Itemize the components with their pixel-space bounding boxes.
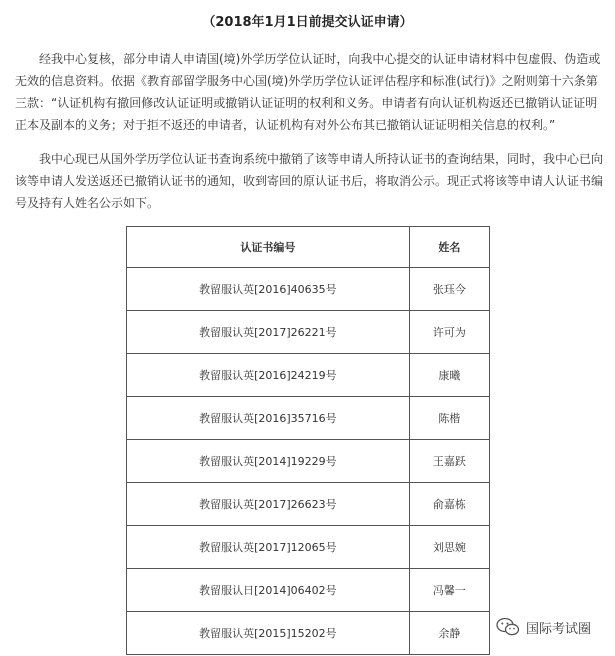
table-row bbox=[127, 440, 490, 483]
certificate-number-cell: 教留服认英[2017]12065号 bbox=[127, 526, 410, 569]
holder-name-cell: 冯馨一 bbox=[409, 569, 489, 612]
certificate-number-cell: 教留服认英[2016]24219号 bbox=[127, 354, 410, 397]
paragraph-review-basis: 经我中心复核，部分申请人申请国(境)外学历学位认证时，向我中心提交的认证申请材料中包虚假、伪造或无效的信息资料。依据《教育部留学服务中心国(境)外学历学位认证评估程序和标准(试行)》之附则第十六条第三款：“认证机构有撤回修改认证证明或撤销认证证明的权利和义务。申请者有向认证机构返还已撤销认证证明正本及副本的义务；对于拒不返还的申请者，认证机构有对外公布其已撤销认证证明相关信息的权利。” bbox=[15, 52, 601, 132]
watermark-text: 国际考试圈 bbox=[525, 621, 591, 637]
holder-name-cell: 余静 bbox=[409, 612, 489, 655]
wechat-icon bbox=[496, 617, 520, 637]
holder-name-cell: 刘思婉 bbox=[409, 526, 489, 569]
certificate-number-cell: 教留服认日[2014]06402号 bbox=[127, 569, 410, 612]
holder-name-cell: 陈楷 bbox=[409, 397, 489, 440]
certificate-number-cell: 教留服认英[2016]40635号 bbox=[127, 268, 410, 311]
holder-name-cell: 许可为 bbox=[409, 311, 489, 354]
document-title: （2018年1月1日前提交认证申请） bbox=[202, 15, 413, 30]
header-name: 姓名 bbox=[409, 227, 489, 268]
table-row bbox=[127, 526, 490, 569]
paragraph-publication-notice: 我中心现已从国外学历学位认证书查询系统中撤销了该等申请人所持认证书的查询结果，同时，我中心已向该等申请人发送返还已撤销认证书的通知，收到寄回的原认证书后，将取消公示。现正式将该等申请人认证书编号及持有人姓名公示如下。 bbox=[15, 152, 604, 210]
certificate-number-cell: 教留服认英[2017]26221号 bbox=[127, 311, 410, 354]
table-row bbox=[127, 311, 490, 354]
table-row bbox=[127, 612, 490, 655]
header-certificate-number: 认证书编号 bbox=[127, 227, 410, 268]
holder-name-cell: 康曦 bbox=[409, 354, 489, 397]
certificate-number-cell: 教留服认英[2015]15202号 bbox=[127, 612, 410, 655]
certificate-number-cell: 教留服认英[2016]35716号 bbox=[127, 397, 410, 440]
table-row bbox=[127, 268, 490, 311]
holder-name-cell: 王嘉跃 bbox=[409, 440, 489, 483]
watermark bbox=[490, 614, 597, 640]
revoked-certificates-table bbox=[126, 226, 490, 655]
certificate-number-cell: 教留服认英[2014]19229号 bbox=[127, 440, 410, 483]
table-row bbox=[127, 569, 490, 612]
holder-name-cell: 张珏今 bbox=[409, 268, 489, 311]
table-row bbox=[127, 483, 490, 526]
holder-name-cell: 俞嘉栋 bbox=[409, 483, 489, 526]
table-row bbox=[127, 354, 490, 397]
certificate-number-cell: 教留服认英[2017]26623号 bbox=[127, 483, 410, 526]
table-header-row bbox=[127, 227, 490, 268]
table-row bbox=[127, 397, 490, 440]
